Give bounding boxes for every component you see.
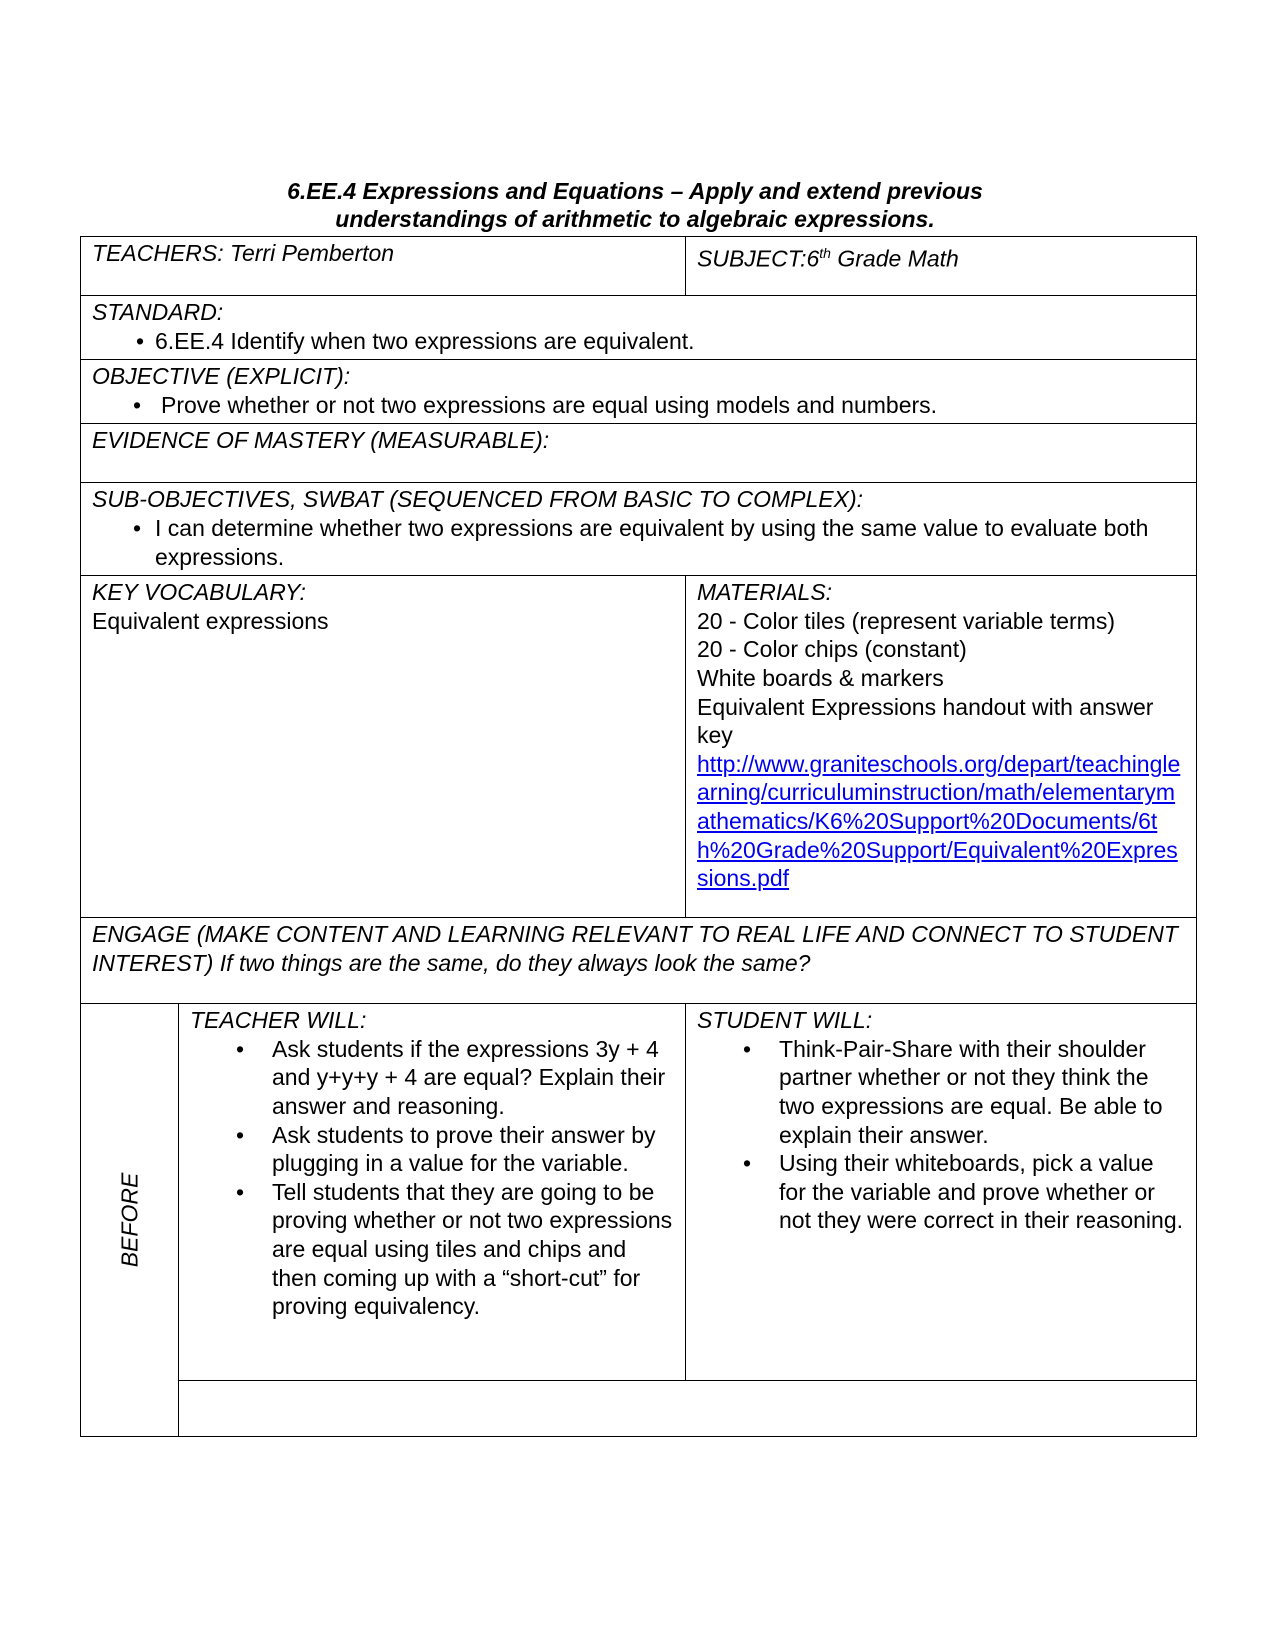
material-item: Equivalent Expressions handout with answer key bbox=[697, 693, 1154, 749]
subject-superscript: th bbox=[819, 245, 831, 261]
material-item: 20 - Color chips (constant) bbox=[697, 636, 967, 663]
teacher-will-list bbox=[190, 1035, 674, 1321]
teachers-text: TEACHERS: Terri Pemberton bbox=[92, 240, 395, 266]
evidence-row bbox=[81, 424, 1197, 483]
vocabulary-cell bbox=[81, 576, 686, 918]
document-title bbox=[80, 177, 1190, 233]
standard-row bbox=[81, 296, 1197, 360]
materials-handout-link[interactable]: http://www.graniteschools.org/depart/teachinglearning/curriculuminstruction/math/elementarymathematics/K6%20Support%20Documents/6th%20Grade%20Support/Equivalent%20Expressions.pdf bbox=[697, 750, 1181, 892]
teacher-will-item: • Ask students if the expressions 3y + 4 and y+y+y + 4 are equal? Explain their answer and reasoning. bbox=[190, 1035, 674, 1121]
engage-text: ENGAGE (MAKE CONTENT AND LEARNING RELEVANT TO REAL LIFE AND CONNECT TO STUDENT INTEREST) If two things are the same, do they always look the same? bbox=[92, 921, 1178, 976]
before-row bbox=[81, 1004, 1197, 1381]
materials-cell bbox=[686, 576, 1197, 918]
objective-list bbox=[92, 391, 1185, 420]
materials-label: MATERIALS: bbox=[697, 579, 833, 606]
teacher-will-label: TEACHER WILL: bbox=[190, 1007, 367, 1034]
lesson-plan-table bbox=[80, 236, 1197, 1437]
teacher-will-item: • Tell students that they are going to be proving whether or not two expressions are equal using tiles and chips and then coming up with a “short-cut” for proving equivalency. bbox=[190, 1178, 674, 1321]
standard-cell bbox=[81, 296, 1197, 360]
standard-list bbox=[92, 327, 1185, 356]
before-label-cell bbox=[81, 1004, 179, 1437]
title-line-1: 6.EE.4 Expressions and Equations – Apply and extend previous bbox=[287, 178, 983, 204]
subject-suffix: Grade Math bbox=[830, 245, 959, 272]
sub-objectives-row bbox=[81, 483, 1197, 576]
subject-prefix: SUBJECT:6 bbox=[697, 245, 820, 272]
sub-objectives-label: SUB-OBJECTIVES, SWBAT (SEQUENCED FROM BASIC TO COMPLEX): bbox=[92, 486, 864, 513]
before-blank-cell bbox=[179, 1381, 1197, 1437]
material-item: 20 - Color tiles (represent variable terms) bbox=[697, 607, 1115, 634]
standard-item: • 6.EE.4 Identify when two expressions are equivalent. bbox=[92, 327, 1185, 356]
objective-item: • Prove whether or not two expressions are equal using models and numbers. bbox=[92, 391, 1185, 420]
sub-objectives-list bbox=[92, 514, 1185, 571]
student-will-item: • Think-Pair-Share with their shoulder partner whether or not they think the two expressions are equal. Be able to explain their answer. bbox=[697, 1035, 1185, 1149]
title-line-2: understandings of arithmetic to algebraic expressions. bbox=[335, 206, 935, 232]
before-label: BEFORE bbox=[116, 1172, 143, 1268]
student-will-list bbox=[697, 1035, 1185, 1235]
objective-label: OBJECTIVE (EXPLICIT): bbox=[92, 363, 351, 390]
subject-cell bbox=[686, 237, 1197, 296]
header-row bbox=[81, 237, 1197, 296]
evidence-cell bbox=[81, 424, 1197, 483]
before-blank-row bbox=[81, 1381, 1197, 1437]
evidence-label: EVIDENCE OF MASTERY (MEASURABLE): bbox=[92, 427, 550, 454]
engage-row bbox=[81, 918, 1197, 1004]
student-will-item: • Using their whiteboards, pick a value for the variable and prove whether or not they were correct in their reasoning. bbox=[697, 1149, 1185, 1235]
student-will-label: STUDENT WILL: bbox=[697, 1007, 873, 1034]
sub-objective-item: • I can determine whether two expressions are equivalent by using the same value to evaluate both expressions. bbox=[92, 514, 1185, 571]
vocabulary-text: Equivalent expressions bbox=[92, 607, 329, 634]
objective-row bbox=[81, 360, 1197, 424]
vocabulary-label: KEY VOCABULARY: bbox=[92, 579, 306, 606]
objective-cell bbox=[81, 360, 1197, 424]
sub-objectives-cell bbox=[81, 483, 1197, 576]
teacher-will-item: • Ask students to prove their answer by plugging in a value for the variable. bbox=[190, 1121, 674, 1178]
standard-label: STANDARD: bbox=[92, 299, 224, 325]
student-will-cell bbox=[686, 1004, 1197, 1381]
teacher-will-cell bbox=[179, 1004, 686, 1381]
material-item: White boards & markers bbox=[697, 664, 944, 691]
vocabulary-materials-row bbox=[81, 576, 1197, 918]
engage-cell bbox=[81, 918, 1197, 1004]
teachers-cell bbox=[81, 237, 686, 296]
